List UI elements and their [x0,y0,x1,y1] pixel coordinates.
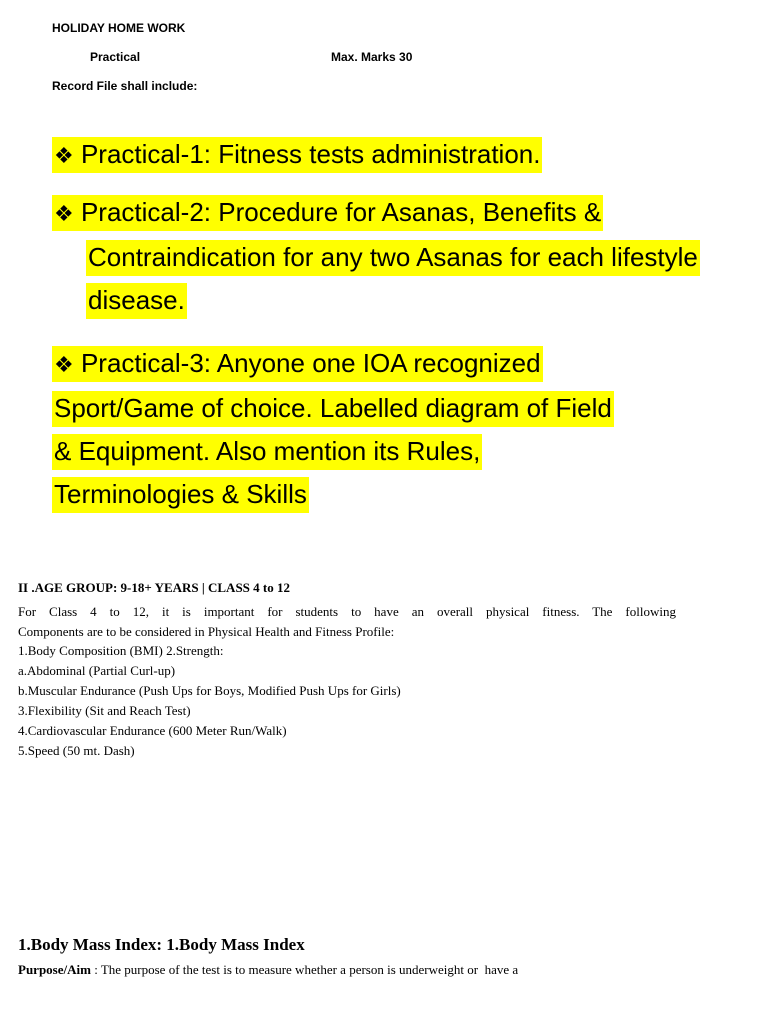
purpose-label: Purpose/Aim [18,962,91,977]
bullet-icon: ❖ [54,353,74,378]
practical-label: Practical [90,50,141,64]
practical-1 [52,133,706,178]
practical-1-text: Practical-1: Fitness tests administration. [80,139,541,169]
list-item: a.Abdominal (Partial Curl-up) [18,663,176,678]
purpose-line [18,962,518,978]
purpose-text: : The purpose of the test is to measure whether a person is underweight or have a [90,962,519,977]
max-marks: Max. Marks 30 [331,50,413,64]
practical-3-text: Practical-3: Anyone one IOA recognized Sport/Game of choice. Labelled diagram of Field & Equipment. Also mention its Rules, Terminologies & Skills [54,348,612,509]
bullet-icon: ❖ [54,202,74,227]
intro-line-2: Components are to be considered in Physical Health and Fitness Profile: [18,624,395,639]
bullet-icon: ❖ [54,144,74,169]
fitness-components-list [18,641,401,761]
list-item: 5.Speed (50 mt. Dash) [18,743,135,758]
record-file-label: Record File shall include: [52,79,198,93]
intro-paragraph [18,602,676,642]
practical-3 [52,342,622,516]
intro-line-1: For Class 4 to 12, it is important for students to have an overall physical fitness. The following [18,604,676,619]
practical-2 [52,191,706,322]
list-item: 1.Body Composition (BMI) 2.Strength: [18,643,224,658]
bmi-heading: 1.Body Mass Index: 1.Body Mass Index [18,935,305,954]
practical-2-text: Practical-2: Procedure for Asanas, Benefits & Contraindication for any two Asanas for each lifestyle disease. [80,197,698,315]
age-group-heading: II .AGE GROUP: 9-18+ YEARS | CLASS 4 to 12 [18,580,290,595]
homework-title: HOLIDAY HOME WORK [52,21,186,35]
list-item: 3.Flexibility (Sit and Reach Test) [18,703,191,718]
list-item: b.Muscular Endurance (Push Ups for Boys, Modified Push Ups for Girls) [18,683,401,698]
list-item: 4.Cardiovascular Endurance (600 Meter Run/Walk) [18,723,287,738]
